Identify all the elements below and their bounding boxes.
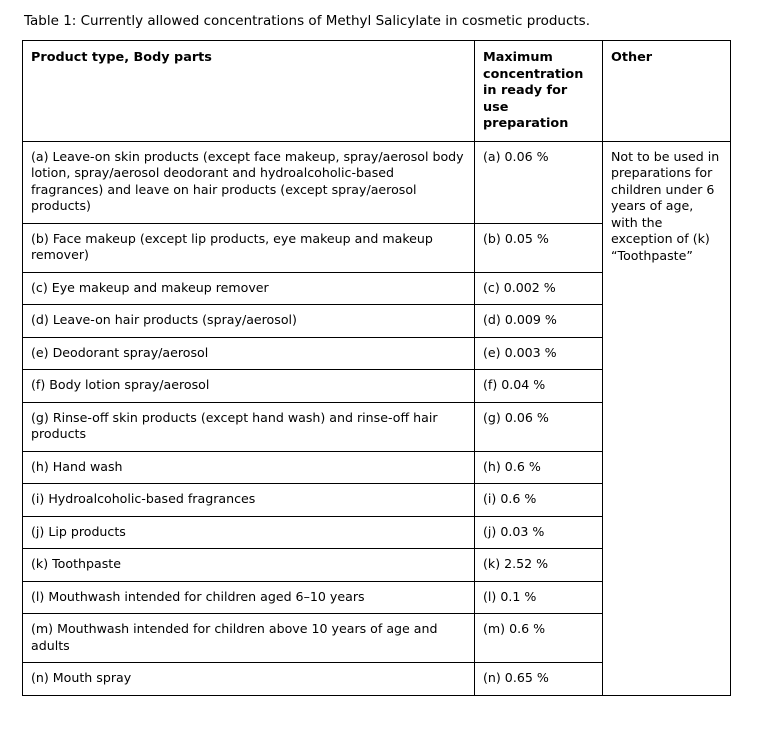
cell-product-type: (b) Face makeup (except lip products, eye makeup and makeup remover) bbox=[23, 223, 475, 272]
cell-product-type: (a) Leave-on skin products (except face makeup, spray/aerosol body lotion, spray/aerosol deodorant and hydroalcoholic-based fragrances) and leave on hair products (except spray/aerosol products) bbox=[23, 141, 475, 223]
cell-max-concentration: (c) 0.002 % bbox=[475, 272, 603, 305]
cell-max-concentration: (l) 0.1 % bbox=[475, 581, 603, 614]
cell-max-concentration: (f) 0.04 % bbox=[475, 370, 603, 403]
cell-max-concentration: (k) 2.52 % bbox=[475, 549, 603, 582]
cell-product-type: (e) Deodorant spray/aerosol bbox=[23, 337, 475, 370]
cell-product-type: (g) Rinse-off skin products (except hand wash) and rinse-off hair products bbox=[23, 402, 475, 451]
cell-max-concentration: (g) 0.06 % bbox=[475, 402, 603, 451]
cell-product-type: (k) Toothpaste bbox=[23, 549, 475, 582]
cell-max-concentration: (e) 0.003 % bbox=[475, 337, 603, 370]
column-header-other: Other bbox=[603, 41, 731, 142]
cell-product-type: (l) Mouthwash intended for children aged 6–10 years bbox=[23, 581, 475, 614]
cell-product-type: (m) Mouthwash intended for children above 10 years of age and adults bbox=[23, 614, 475, 663]
cell-max-concentration: (d) 0.009 % bbox=[475, 305, 603, 338]
cell-product-type: (c) Eye makeup and makeup remover bbox=[23, 272, 475, 305]
column-header-product-type: Product type, Body parts bbox=[23, 41, 475, 142]
cell-max-concentration: (m) 0.6 % bbox=[475, 614, 603, 663]
concentrations-table bbox=[22, 40, 731, 696]
table-row bbox=[23, 141, 731, 223]
cell-max-concentration: (a) 0.06 % bbox=[475, 141, 603, 223]
table-caption: Table 1: Currently allowed concentrations of Methyl Salicylate in cosmetic products. bbox=[24, 13, 591, 29]
cell-max-concentration: (b) 0.05 % bbox=[475, 223, 603, 272]
cell-max-concentration: (j) 0.03 % bbox=[475, 516, 603, 549]
table-header-row bbox=[23, 41, 731, 142]
cell-max-concentration: (h) 0.6 % bbox=[475, 451, 603, 484]
cell-product-type: (i) Hydroalcoholic-based fragrances bbox=[23, 484, 475, 517]
cell-other-note: Not to be used in preparations for children under 6 years of age, with the exception of (k) “Toothpaste” bbox=[603, 141, 731, 695]
cell-product-type: (d) Leave-on hair products (spray/aerosol) bbox=[23, 305, 475, 338]
table-body bbox=[23, 141, 731, 695]
cell-max-concentration: (i) 0.6 % bbox=[475, 484, 603, 517]
cell-product-type: (n) Mouth spray bbox=[23, 663, 475, 696]
cell-max-concentration: (n) 0.65 % bbox=[475, 663, 603, 696]
cell-product-type: (f) Body lotion spray/aerosol bbox=[23, 370, 475, 403]
column-header-max-concentration: Maximum concentration in ready for use preparation bbox=[475, 41, 603, 142]
cell-product-type: (h) Hand wash bbox=[23, 451, 475, 484]
cell-product-type: (j) Lip products bbox=[23, 516, 475, 549]
